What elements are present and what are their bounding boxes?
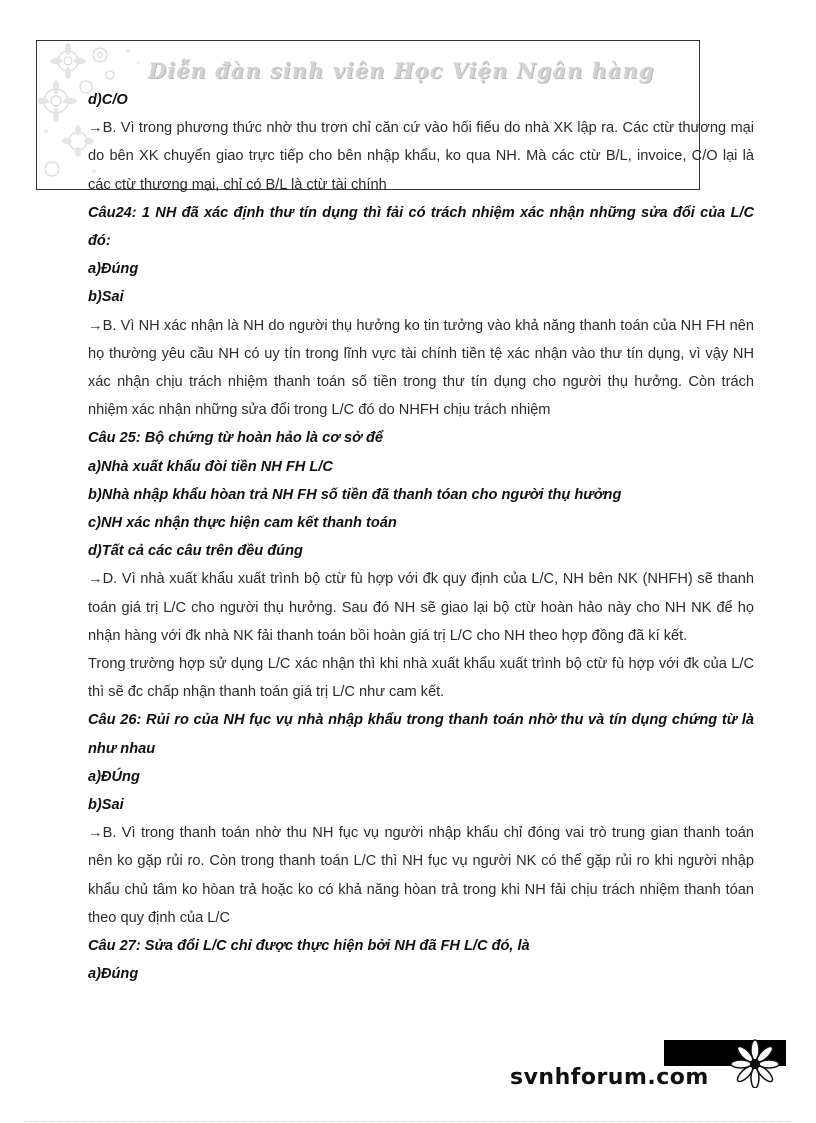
answer-explanation: →B. Vì NH xác nhận là NH do người thụ hưởng ko tin tưởng vào khả năng thanh toán của NH FH nên họ thường yêu cầu NH có uy tín trong lĩnh vực tài chính tiền tệ xác nhận vào thư tín dụng, vì vậy NH xác nhận chịu trách nhiệm thanh toán số tiền trong thư tín dụng cho người thụ hưởng. Còn trách nhiệm xác nhận những sửa đổi trong L/C đó do NHFH chịu trách nhiệm <box>88 317 754 419</box>
arrow-icon: → <box>88 120 103 137</box>
question-text: Câu 27: Sửa đổi L/C chỉ được thực hiện bởi NH đã FH L/C đó, là <box>88 938 530 955</box>
answer-option: a)Đúng <box>88 966 139 983</box>
question-text: Câu 26: Rủi ro của NH fục vụ nhà nhập khẩu trong thanh toán nhờ thu và tín dụng chứng từ là như nhau <box>88 712 754 757</box>
answer-explanation: →B. Vì trong phương thức nhờ thu trơn chỉ căn cứ vào hối fiếu do nhà XK lập ra. Các ctừ thương mại do bên XK chuyển giao trực tiếp cho bên nhập khẩu, ko qua NH. Mà các ctừ B/L, invoice, C/O lại là các ctừ thương mại, chỉ có B/L là ctừ tài chính <box>88 120 754 193</box>
document-content <box>88 86 754 989</box>
footer-logo: svnhforum.com <box>510 1065 709 1090</box>
answer-option: d)Tất cả các câu trên đều đúng <box>88 543 303 560</box>
page-bottom-divider <box>24 1121 792 1122</box>
daisy-icon <box>722 1038 788 1088</box>
answer-option: a)ĐÚng <box>88 768 140 785</box>
answer-option: b)Sai <box>88 289 124 306</box>
answer-option: b)Sai <box>88 797 124 814</box>
answer-option: b)Nhà nhập khẩu hòan trả NH FH số tiền đã thanh tóan cho người thụ hưởng <box>88 486 622 503</box>
question-text: Câu 25: Bộ chứng từ hoàn hảo là cơ sở để <box>88 430 384 447</box>
arrow-icon: → <box>88 825 103 842</box>
answer-explanation: Trong trường hợp sử dụng L/C xác nhận thì khi nhà xuất khẩu xuất trình bộ ctừ fù hợp với đk của L/C thì sẽ đc chấp nhận thanh toán giá trị L/C như cam kết. <box>88 656 754 701</box>
answer-option: a)Nhà xuất khẩu đòi tiền NH FH L/C <box>88 458 333 475</box>
arrow-icon: → <box>88 571 103 588</box>
arrow-icon: → <box>88 317 103 334</box>
answer-option: d)C/O <box>88 92 128 108</box>
answer-option: c)NH xác nhận thực hiện cam kết thanh toán <box>88 515 397 532</box>
question-text: Câu24: 1 NH đã xác định thư tín dụng thì fải có trách nhiệm xác nhận những sửa đổi của L/C đó: <box>88 204 754 250</box>
answer-option: a)Đúng <box>88 261 139 278</box>
answer-explanation: →D. Vì nhà xuất khẩu xuất trình bộ ctừ fù hợp với đk quy định của L/C, NH bên NK (NHFH) sẽ thanh toán giá trị L/C cho người thụ hưởng. Sau đó NH sẽ giao lại bộ ctừ hoàn hảo này cho NH NK để họ nhận hàng với đk nhà NK fải thanh toán bồi hoàn giá trị L/C cho NH theo hợp đồng đã kí kết. <box>88 571 754 644</box>
forum-title: Diễn đàn sinh viên Học Viện Ngân hàng <box>148 58 655 83</box>
answer-explanation: →B. Vì trong thanh toán nhờ thu NH fục vụ người nhập khẩu chỉ đóng vai trò trung gian thanh toán nên ko gặp rủi ro. Còn trong thanh toán L/C thì NH fục vụ người NK có thể gặp rủi ro khi người nhập khẩu chủ tâm ko hòan trả hoặc ko có khả năng hòan trả trong khi NH fải chịu trách nhiệm thanh tóan theo quy định của L/C <box>88 825 754 926</box>
